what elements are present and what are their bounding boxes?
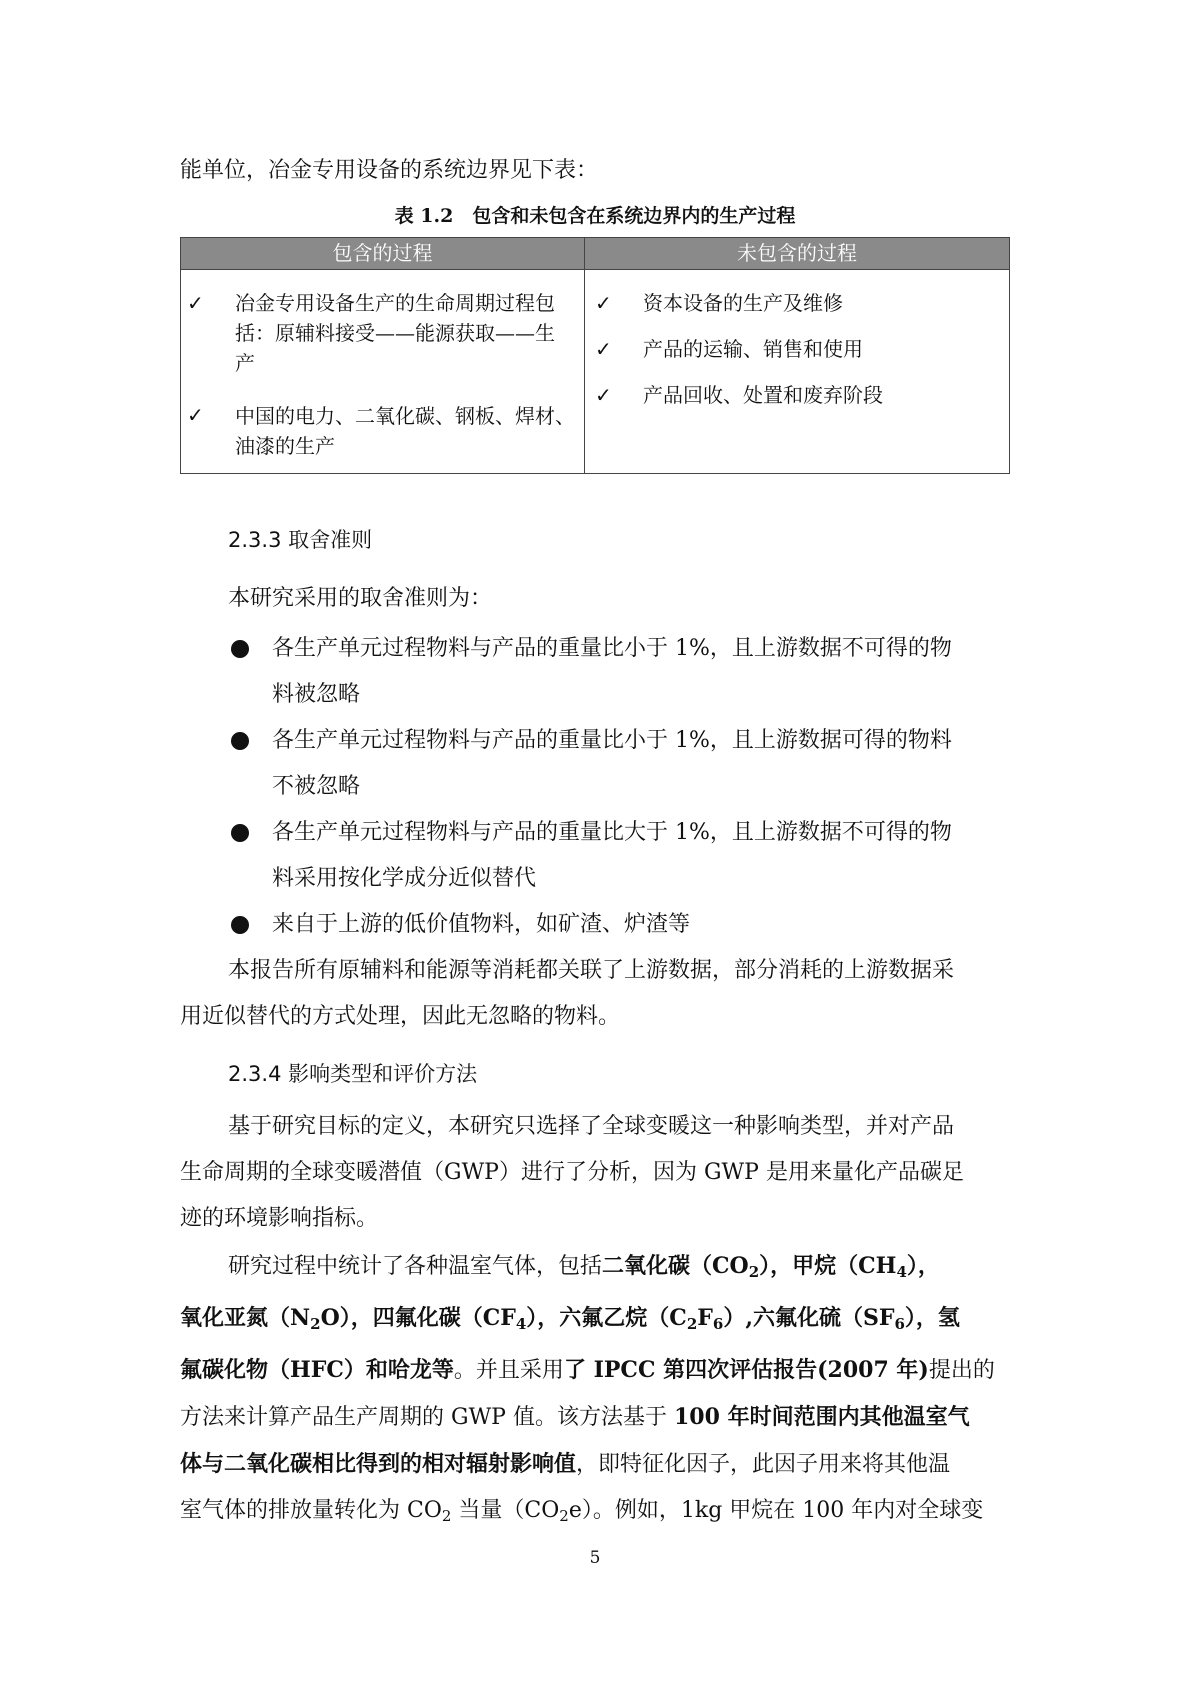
bullet-icon: [231, 824, 249, 842]
included-item-2: 中国的电力、二氧化碳、钢板、焊材、 油漆的生产: [235, 404, 575, 458]
intro-line: 能单位，冶金专用设备的系统边界见下表：: [180, 158, 599, 183]
section-heading-2-3-4: 2.3.4 影响类型和评价方法: [228, 1062, 478, 1086]
bullet-item-4: 来自于上游的低价值物料，如矿渣、炉渣等: [272, 912, 691, 937]
system-boundary-table: [180, 237, 1010, 474]
check-icon: ✓: [595, 337, 612, 361]
section-intro: 本研究采用的取舍准则为：: [228, 586, 493, 611]
header-excluded: 未包含的过程: [737, 241, 857, 265]
excluded-item-2: 产品的运输、销售和使用: [643, 337, 863, 361]
check-icon: ✓: [187, 403, 204, 427]
bullet-item-3: 各生产单元过程物料与产品的重量比大于 1%，且上游数据不可得的物 料采用按化学成分近似替代: [272, 820, 952, 891]
conclusion-paragraph: 本报告所有原辅料和能源等消耗都关联了上游数据，部分消耗的上游数据采 用近似替代的方式处理，因此无忽略的物料。: [180, 958, 955, 1029]
excluded-item-3: 产品回收、处置和废弃阶段: [643, 383, 883, 407]
page-number: 5: [589, 1548, 601, 1568]
header-included: 包含的过程: [332, 241, 433, 265]
table-caption: 表 1.2 包含和未包含在系统边界内的生产过程: [394, 205, 796, 227]
bullet-item-2: 各生产单元过程物料与产品的重量比小于 1%，且上游数据可得的物料 不被忽略: [272, 728, 952, 799]
bullet-icon: [231, 732, 249, 750]
bullet-icon: [231, 640, 249, 658]
column-divider: [584, 238, 585, 473]
impact-paragraph-2: 研究过程中统计了各种温室气体，包括二氧化碳$(CO_2)$，甲烷$(CH_4)$， 氧化亚氮$(N_2O)$，四氟化碳$(CF_4)$，六氟乙烷$(C_2F_6)$,六氟化硫$(SF_6)$，氢 氟碳化物（HFC）和哈龙等。并且采用了 IPCC 第四次评估报告(2007 年)提出的 方法来计算产品生产周期的 GWP 值。该方法基于 100 年时间范围内其他温室气 体与二氧化碳相比得到的相对辐射影响值，即特征化因子，此因子用来将其他温 室气体的排放量转化为 $CO_2$ 当量$(CO_2e)$。例如，1kg 甲烷在 100 年内对全球变: [180, 1253, 995, 1525]
check-icon: ✓: [595, 291, 612, 315]
check-icon: ✓: [187, 291, 204, 315]
bullet-icon: [231, 916, 249, 934]
bullet-item-1: 各生产单元过程物料与产品的重量比小于 1%，且上游数据不可得的物 料被忽略: [272, 636, 952, 707]
section-heading-2-3-3: 2.3.3 取舍准则: [228, 528, 373, 552]
excluded-item-1: 资本设备的生产及维修: [643, 291, 843, 315]
table-header-row: [181, 238, 1009, 270]
included-item-1: 冶金专用设备生产的生命周期过程包 括：原辅料接受——能源获取——生 产: [235, 291, 555, 375]
check-icon: ✓: [595, 383, 612, 407]
impact-paragraph-1: 基于研究目标的定义，本研究只选择了全球变暖这一种影响类型，并对产品 生命周期的全球变暖潜值（GWP）进行了分析，因为 GWP 是用来量化产品碳足 迹的环境影响指标。: [180, 1114, 964, 1231]
